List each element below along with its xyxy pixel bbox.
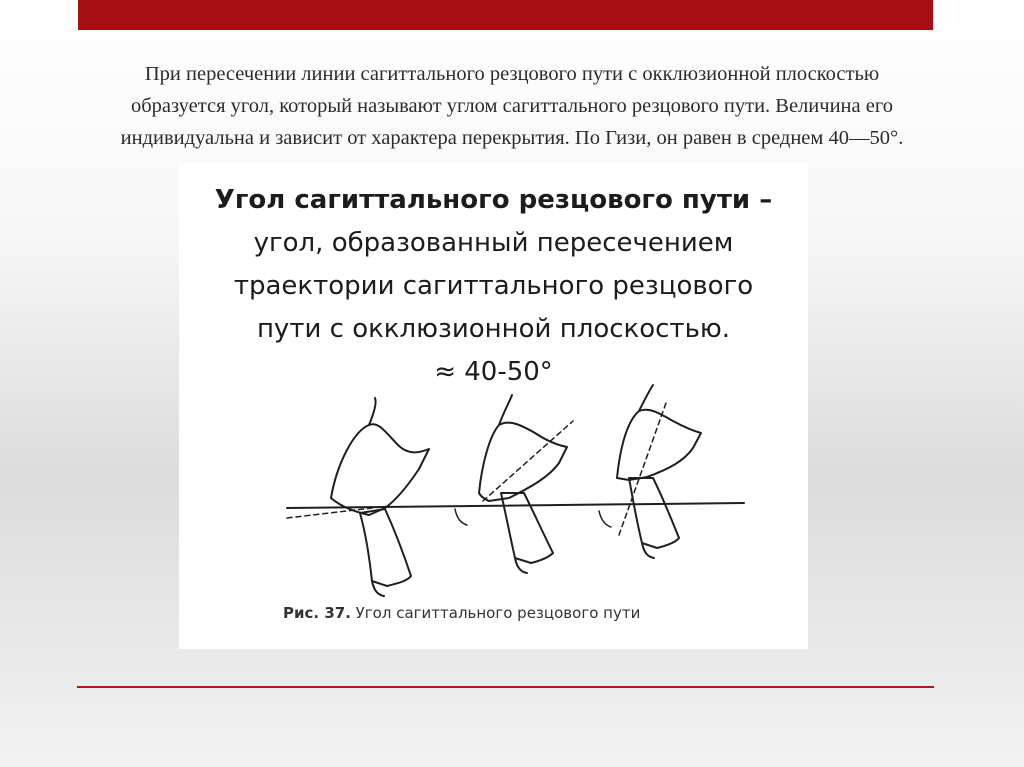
intro-line-3: индивидуальна и зависит от характера перекрытия. По Гизи, он равен в среднем 40—50°. [120,127,904,149]
definition-term: Угол сагиттального резцового пути [214,185,751,215]
upper-root-1 [369,398,376,425]
figure-card [179,163,808,649]
definition-dash: – [750,185,773,215]
lower-incisor-2 [501,493,553,563]
definition-line-4: пути с окклюзионной плоскостью. [256,314,731,344]
intro-paragraph [15,58,1009,154]
figure-caption [283,604,640,622]
caption-text: Угол сагиттального резцового пути [350,604,641,622]
intro-line-2: образуется угол, который называют углом сагиттального резцового пути. Величина его [130,95,893,117]
caption-number: Рис. 37. [283,604,351,622]
angle-value: ≈ 40-50° [434,357,553,387]
definition-line-2: угол, образованный пересечением [253,228,734,258]
angle-arc-3 [599,511,611,527]
upper-incisor-1 [331,424,429,515]
upper-root-3 [639,385,653,411]
bottom-divider-line [77,686,934,688]
occlusal-plane-line [287,503,744,508]
upper-root-2 [499,395,512,425]
angle-arc-2 [455,509,467,525]
lower-incisor-3 [629,478,679,548]
incisal-path-line-3 [619,403,666,535]
upper-incisor-2 [479,423,567,501]
upper-incisor-3 [617,410,701,480]
incisor-path-drawing [179,163,808,649]
definition-line-3: траектории сагиттального резцового [233,271,754,301]
intro-line-1: При пересечении линии сагиттального резцового пути с окклюзионной плоскостью [144,63,880,85]
top-accent-bar [78,0,933,30]
lower-incisor-1 [360,509,411,586]
